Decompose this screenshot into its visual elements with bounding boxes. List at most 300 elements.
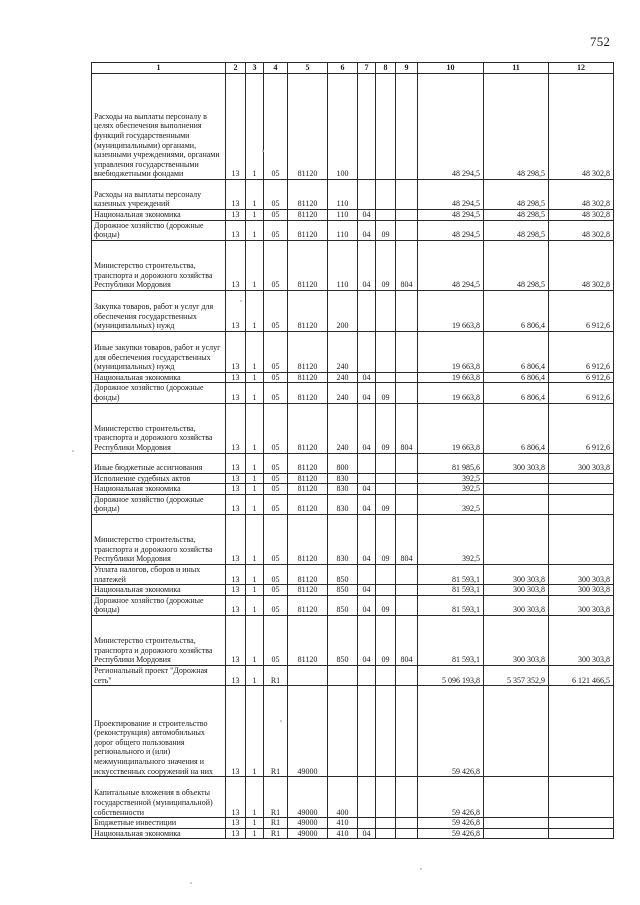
code-cell: 81120 (288, 180, 328, 210)
code-cell: 09 (376, 220, 396, 240)
row-label-cell: Национальная экономика (92, 372, 226, 383)
amount-cell: 19 663,8 (418, 383, 484, 403)
code-cell (376, 180, 396, 210)
code-cell: 05 (264, 453, 288, 473)
code-cell: 804 (396, 403, 418, 453)
code-cell: 05 (264, 484, 288, 495)
amount-cell: 48 302,8 (549, 240, 614, 290)
code-cell: 05 (264, 180, 288, 210)
row-label-cell: Министерство строительства, транспорта и дорожного хозяйства Республики Мордовия (92, 514, 226, 564)
code-cell (358, 686, 376, 777)
amount-cell (484, 818, 549, 829)
code-cell (358, 818, 376, 829)
amount-cell: 59 426,8 (418, 828, 484, 839)
amount-cell: 48 294,5 (418, 180, 484, 210)
code-cell: 09 (376, 403, 396, 453)
code-cell: 1 (246, 585, 264, 596)
table-row (92, 210, 614, 221)
code-cell: 13 (226, 180, 246, 210)
table-row (92, 74, 614, 180)
code-cell: 1 (246, 383, 264, 403)
code-cell: 13 (226, 484, 246, 495)
scan-speck (262, 150, 264, 152)
code-cell (396, 331, 418, 372)
code-cell (396, 665, 418, 685)
code-cell: 05 (264, 290, 288, 331)
code-cell: 240 (328, 383, 358, 403)
amount-cell (549, 473, 614, 484)
table-row (92, 514, 614, 564)
code-cell: 81120 (288, 220, 328, 240)
code-cell: 05 (264, 74, 288, 180)
code-cell: 09 (376, 615, 396, 665)
code-cell (396, 180, 418, 210)
column-header: 1 (92, 63, 226, 74)
table-row (92, 473, 614, 484)
code-cell: 1 (246, 210, 264, 221)
code-cell (396, 686, 418, 777)
code-cell: 04 (358, 220, 376, 240)
code-cell: 1 (246, 453, 264, 473)
table-row (92, 777, 614, 818)
code-cell: 04 (358, 403, 376, 453)
code-cell: R1 (264, 777, 288, 818)
code-cell (358, 665, 376, 685)
amount-cell: 59 426,8 (418, 686, 484, 777)
code-cell: 804 (396, 240, 418, 290)
code-cell: 81120 (288, 595, 328, 615)
code-cell: 13 (226, 331, 246, 372)
code-cell: 09 (376, 514, 396, 564)
row-label-cell: Закупка товаров, работ и услуг для обеспечения государственных (муниципальных) нужд (92, 290, 226, 331)
code-cell: 1 (246, 372, 264, 383)
code-cell: 49000 (288, 828, 328, 839)
page-number: 752 (590, 34, 611, 49)
code-cell: 13 (226, 494, 246, 514)
code-cell: 1 (246, 494, 264, 514)
amount-cell: 6 806,4 (484, 372, 549, 383)
amount-cell: 6 806,4 (484, 331, 549, 372)
row-label-cell: Иные закупки товаров, работ и услуг для обеспечения государственных (муниципальных) нужд (92, 331, 226, 372)
amount-cell (484, 484, 549, 495)
code-cell: 1 (246, 180, 264, 210)
code-cell: 1 (246, 331, 264, 372)
code-cell: 1 (246, 564, 264, 584)
amount-cell (549, 514, 614, 564)
amount-cell: 48 302,8 (549, 180, 614, 210)
code-cell: 200 (328, 290, 358, 331)
scan-speck (72, 450, 74, 452)
amount-cell: 300 303,8 (549, 564, 614, 584)
code-cell (396, 74, 418, 180)
table-row (92, 453, 614, 473)
amount-cell: 6 912,6 (549, 383, 614, 403)
table-row (92, 220, 614, 240)
code-cell: R1 (264, 818, 288, 829)
scan-speck (420, 868, 422, 870)
table-row (92, 686, 614, 777)
code-cell (376, 484, 396, 495)
code-cell: 13 (226, 585, 246, 596)
code-cell (376, 665, 396, 685)
amount-cell: 6 806,4 (484, 383, 549, 403)
code-cell (396, 473, 418, 484)
table-row (92, 818, 614, 829)
row-label-cell: Национальная экономика (92, 828, 226, 839)
code-cell: 1 (246, 290, 264, 331)
code-cell (376, 372, 396, 383)
code-cell: 05 (264, 383, 288, 403)
amount-cell (484, 514, 549, 564)
table-row (92, 403, 614, 453)
code-cell (358, 331, 376, 372)
code-cell (396, 585, 418, 596)
code-cell: 04 (358, 585, 376, 596)
code-cell: 1 (246, 665, 264, 685)
table-row (92, 595, 614, 615)
code-cell: 13 (226, 210, 246, 221)
code-cell: 1 (246, 403, 264, 453)
code-cell: 81120 (288, 240, 328, 290)
code-cell: 05 (264, 220, 288, 240)
code-cell: 110 (328, 240, 358, 290)
table-row (92, 331, 614, 372)
amount-cell: 48 298,5 (484, 240, 549, 290)
code-cell: 49000 (288, 686, 328, 777)
amount-cell: 59 426,8 (418, 777, 484, 818)
code-cell: 804 (396, 514, 418, 564)
table-row (92, 665, 614, 685)
code-cell: 830 (328, 494, 358, 514)
amount-cell: 5 096 193,8 (418, 665, 484, 685)
amount-cell: 392,5 (418, 484, 484, 495)
header-row (92, 63, 614, 74)
code-cell (396, 383, 418, 403)
code-cell: 09 (376, 595, 396, 615)
row-label-cell: Капитальные вложения в объекты государственной (муниципальной) собственности (92, 777, 226, 818)
row-label-cell: Дорожное хозяйство (дорожные фонды) (92, 383, 226, 403)
amount-cell: 6 912,6 (549, 331, 614, 372)
amount-cell: 300 303,8 (484, 585, 549, 596)
code-cell: 240 (328, 403, 358, 453)
code-cell: 81120 (288, 290, 328, 331)
code-cell: 1 (246, 220, 264, 240)
amount-cell (484, 473, 549, 484)
table-row (92, 484, 614, 495)
code-cell (376, 453, 396, 473)
code-cell: 240 (328, 372, 358, 383)
amount-cell (549, 484, 614, 495)
column-header: 9 (396, 63, 418, 74)
code-cell: 81120 (288, 74, 328, 180)
code-cell: 13 (226, 453, 246, 473)
code-cell: 1 (246, 615, 264, 665)
code-cell: 04 (358, 383, 376, 403)
code-cell (376, 585, 396, 596)
amount-cell: 6 806,4 (484, 403, 549, 453)
amount-cell: 19 663,8 (418, 331, 484, 372)
code-cell: 04 (358, 595, 376, 615)
code-cell: 04 (358, 240, 376, 290)
code-cell: 13 (226, 665, 246, 685)
code-cell: 830 (328, 484, 358, 495)
row-label-cell: Национальная экономика (92, 210, 226, 221)
code-cell: 1 (246, 595, 264, 615)
code-cell: 240 (328, 331, 358, 372)
row-label-cell: Иные бюджетные ассигнования (92, 453, 226, 473)
column-header: 4 (264, 63, 288, 74)
row-label-cell: Бюджетные инвестиции (92, 818, 226, 829)
amount-cell: 6 912,6 (549, 403, 614, 453)
amount-cell: 48 302,8 (549, 220, 614, 240)
code-cell (376, 828, 396, 839)
code-cell: 04 (358, 494, 376, 514)
row-label-cell: Расходы на выплаты персоналу казенных учреждений (92, 180, 226, 210)
amount-cell (484, 494, 549, 514)
amount-cell: 392,5 (418, 473, 484, 484)
amount-cell (484, 686, 549, 777)
code-cell (358, 74, 376, 180)
code-cell (396, 290, 418, 331)
amount-cell: 5 357 352,9 (484, 665, 549, 685)
column-header: 11 (484, 63, 549, 74)
code-cell: 81120 (288, 372, 328, 383)
code-cell (376, 473, 396, 484)
column-header: 7 (358, 63, 376, 74)
code-cell: 05 (264, 331, 288, 372)
table-row (92, 564, 614, 584)
code-cell: 04 (358, 372, 376, 383)
code-cell: 13 (226, 818, 246, 829)
code-cell: 110 (328, 210, 358, 221)
code-cell: 49000 (288, 777, 328, 818)
code-cell: 05 (264, 615, 288, 665)
row-label-cell: Расходы на выплаты персоналу в целях обеспечения выполнения функций государственными (муниципальными) органами, казенными учреждениями, органами управления государственными внебюджетными фондами (92, 74, 226, 180)
code-cell (396, 595, 418, 615)
code-cell: 05 (264, 494, 288, 514)
code-cell (376, 818, 396, 829)
code-cell: 1 (246, 818, 264, 829)
table-row (92, 240, 614, 290)
code-cell: 05 (264, 372, 288, 383)
code-cell: R1 (264, 686, 288, 777)
code-cell: 830 (328, 473, 358, 484)
code-cell: 410 (328, 828, 358, 839)
table-row (92, 494, 614, 514)
amount-cell: 81 593,1 (418, 564, 484, 584)
code-cell (358, 180, 376, 210)
code-cell: 81120 (288, 514, 328, 564)
code-cell: 13 (226, 290, 246, 331)
amount-cell: 81 593,1 (418, 585, 484, 596)
budget-table (91, 62, 614, 839)
code-cell (396, 494, 418, 514)
code-cell: 830 (328, 514, 358, 564)
column-header: 2 (226, 63, 246, 74)
table-body (92, 74, 614, 839)
amount-cell: 81 985,6 (418, 453, 484, 473)
code-cell (328, 686, 358, 777)
code-cell (358, 777, 376, 818)
code-cell: 05 (264, 585, 288, 596)
code-cell: 1 (246, 484, 264, 495)
code-cell: 13 (226, 240, 246, 290)
column-header: 5 (288, 63, 328, 74)
code-cell: 1 (246, 828, 264, 839)
amount-cell: 81 593,1 (418, 595, 484, 615)
code-cell: 13 (226, 403, 246, 453)
row-label-cell: Министерство строительства, транспорта и дорожного хозяйства Республики Мордовия (92, 403, 226, 453)
amount-cell: 19 663,8 (418, 403, 484, 453)
amount-cell: 6 806,4 (484, 290, 549, 331)
code-cell: 05 (264, 514, 288, 564)
code-cell: 850 (328, 595, 358, 615)
amount-cell: 48 294,5 (418, 240, 484, 290)
code-cell: 09 (376, 383, 396, 403)
code-cell: 13 (226, 615, 246, 665)
amount-cell (549, 828, 614, 839)
code-cell (358, 290, 376, 331)
row-label-cell: Министерство строительства, транспорта и дорожного хозяйства Республики Мордовия (92, 615, 226, 665)
row-label-cell: Национальная экономика (92, 484, 226, 495)
code-cell (376, 686, 396, 777)
table-row (92, 828, 614, 839)
amount-cell (549, 686, 614, 777)
code-cell: 110 (328, 180, 358, 210)
table-row (92, 180, 614, 210)
row-label-cell: Уплата налогов, сборов и иных платежей (92, 564, 226, 584)
code-cell: 1 (246, 777, 264, 818)
row-label-cell: Исполнение судебных актов (92, 473, 226, 484)
code-cell (358, 564, 376, 584)
code-cell: 04 (358, 484, 376, 495)
code-cell: 1 (246, 514, 264, 564)
scan-speck (190, 882, 192, 884)
code-cell: 1 (246, 686, 264, 777)
table-row (92, 372, 614, 383)
amount-cell: 300 303,8 (484, 615, 549, 665)
code-cell: 04 (358, 210, 376, 221)
code-cell: 13 (226, 686, 246, 777)
code-cell: 04 (358, 615, 376, 665)
amount-cell: 392,5 (418, 494, 484, 514)
code-cell: 49000 (288, 818, 328, 829)
code-cell: 1 (246, 473, 264, 484)
row-label-cell: Региональный проект "Дорожная сеть" (92, 665, 226, 685)
code-cell (396, 372, 418, 383)
amount-cell: 19 663,8 (418, 372, 484, 383)
amount-cell: 300 303,8 (484, 564, 549, 584)
code-cell: 05 (264, 210, 288, 221)
column-header: 3 (246, 63, 264, 74)
code-cell: 100 (328, 74, 358, 180)
amount-cell: 48 298,5 (484, 210, 549, 221)
table-row (92, 585, 614, 596)
code-cell (376, 74, 396, 180)
code-cell: 04 (358, 828, 376, 839)
code-cell (396, 564, 418, 584)
code-cell (396, 828, 418, 839)
code-cell: 81120 (288, 331, 328, 372)
amount-cell (484, 828, 549, 839)
amount-cell: 300 303,8 (549, 615, 614, 665)
code-cell: 81120 (288, 494, 328, 514)
code-cell (376, 777, 396, 818)
code-cell: 800 (328, 453, 358, 473)
code-cell: 05 (264, 595, 288, 615)
code-cell: 81120 (288, 473, 328, 484)
code-cell: 13 (226, 473, 246, 484)
code-cell: 1 (246, 240, 264, 290)
code-cell: 400 (328, 777, 358, 818)
code-cell: 13 (226, 777, 246, 818)
amount-cell: 48 302,8 (549, 210, 614, 221)
code-cell: 81120 (288, 564, 328, 584)
amount-cell (549, 494, 614, 514)
code-cell (396, 210, 418, 221)
code-cell: 850 (328, 585, 358, 596)
amount-cell: 48 294,5 (418, 220, 484, 240)
row-label-cell: Дорожное хозяйство (дорожные фонды) (92, 595, 226, 615)
amount-cell: 48 302,8 (549, 74, 614, 180)
row-label-cell: Проектирование и строительство (реконструкция) автомобильных дорог общего пользования регионального и (или) межмуниципального значения и искусственных сооружений на них (92, 686, 226, 777)
code-cell: 1 (246, 74, 264, 180)
code-cell: 13 (226, 564, 246, 584)
row-label-cell: Национальная экономика (92, 585, 226, 596)
code-cell: 13 (226, 383, 246, 403)
code-cell: 13 (226, 220, 246, 240)
code-cell: 81120 (288, 403, 328, 453)
code-cell (376, 331, 396, 372)
amount-cell: 300 303,8 (549, 595, 614, 615)
column-header: 8 (376, 63, 396, 74)
code-cell (376, 210, 396, 221)
code-cell: 05 (264, 240, 288, 290)
column-header: 12 (549, 63, 614, 74)
code-cell: 81120 (288, 210, 328, 221)
row-label-cell: Дорожное хозяйство (дорожные фонды) (92, 220, 226, 240)
table-row (92, 383, 614, 403)
amount-cell (549, 818, 614, 829)
code-cell: 13 (226, 74, 246, 180)
code-cell (376, 290, 396, 331)
code-cell: 09 (376, 494, 396, 514)
amount-cell: 81 593,1 (418, 615, 484, 665)
code-cell (396, 777, 418, 818)
amount-cell: 6 912,6 (549, 372, 614, 383)
code-cell: 410 (328, 818, 358, 829)
code-cell: 05 (264, 564, 288, 584)
amount-cell: 48 294,5 (418, 74, 484, 180)
code-cell: 05 (264, 473, 288, 484)
code-cell: 13 (226, 595, 246, 615)
amount-cell: 300 303,8 (549, 453, 614, 473)
code-cell: R1 (264, 665, 288, 685)
code-cell: R1 (264, 828, 288, 839)
code-cell: 13 (226, 372, 246, 383)
scan-speck (240, 300, 242, 302)
code-cell (288, 665, 328, 685)
amount-cell: 300 303,8 (484, 595, 549, 615)
amount-cell: 48 298,5 (484, 180, 549, 210)
code-cell (396, 220, 418, 240)
amount-cell: 392,5 (418, 514, 484, 564)
code-cell: 13 (226, 514, 246, 564)
code-cell: 81120 (288, 383, 328, 403)
amount-cell: 6 912,6 (549, 290, 614, 331)
column-header: 6 (328, 63, 358, 74)
code-cell (396, 484, 418, 495)
